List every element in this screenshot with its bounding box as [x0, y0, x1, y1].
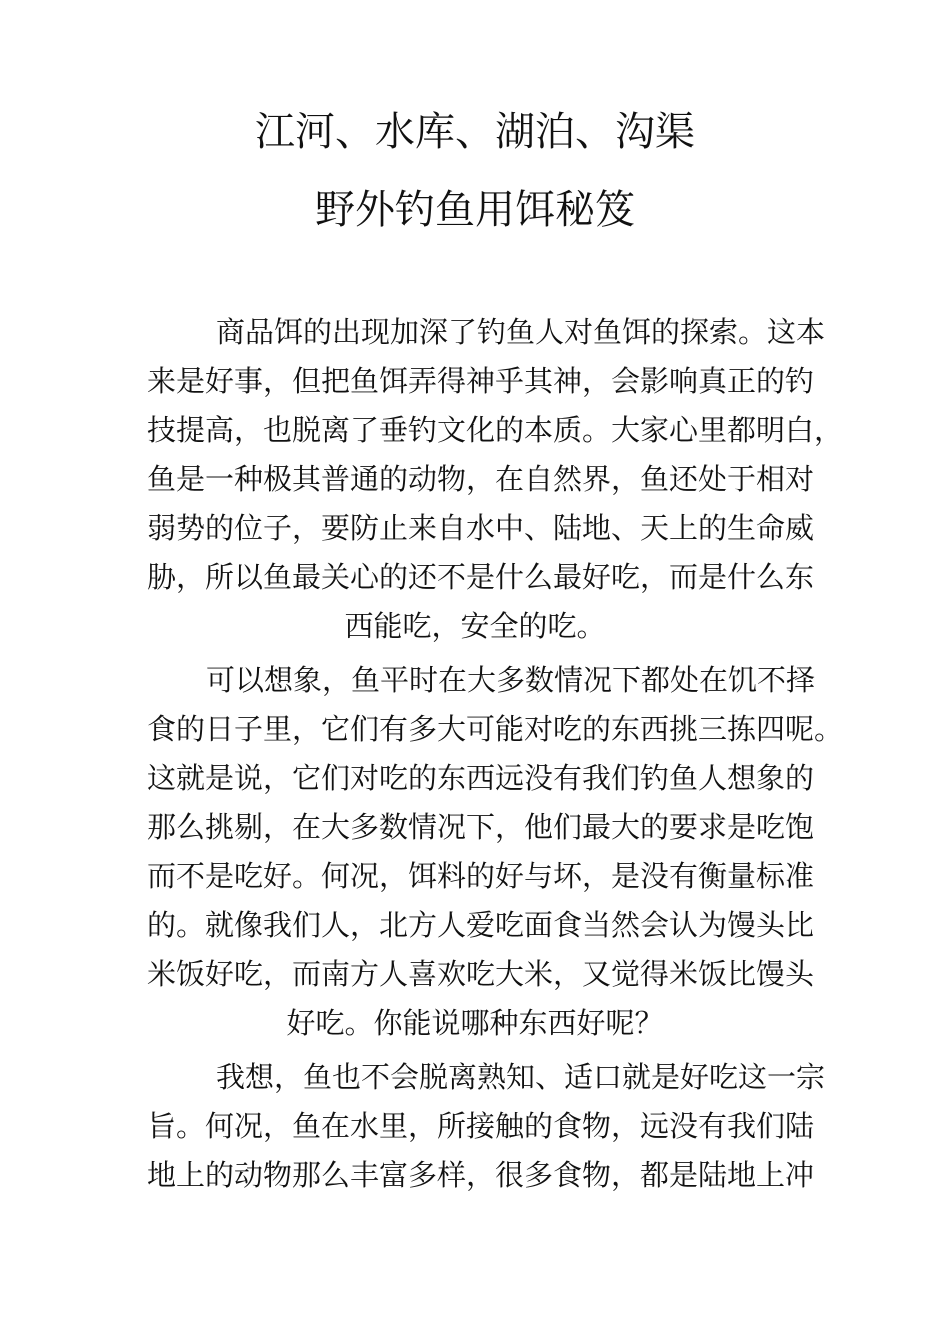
paragraph-line: 我想，鱼也不会脱离熟知、适口就是好吃这一宗: [216, 1060, 826, 1094]
paragraph-line: 食的日子里，它们有多大可能对吃的东西挑三拣四呢。: [147, 712, 844, 746]
paragraph-line: 技提高，也脱离了垂钓文化的本质。大家心里都明白，: [147, 413, 844, 447]
paragraph-line: 来是好事，但把鱼饵弄得神乎其神，会影响真正的钓: [147, 364, 815, 398]
paragraph-line: 胁，所以鱼最关心的还不是什么最好吃，而是什么东: [147, 560, 815, 594]
paragraph-line: 而不是吃好。何况，饵料的好与坏，是没有衡量标准: [147, 859, 815, 893]
paragraph-line: 商品饵的出现加深了钓鱼人对鱼饵的探索。这本: [216, 315, 826, 349]
paragraph-line: 旨。何况，鱼在水里，所接触的食物，远没有我们陆: [147, 1109, 815, 1143]
paragraph-line: 地上的动物那么丰富多样，很多食物，都是陆地上冲: [147, 1158, 815, 1192]
document-title-line-1: 江河、水库、湖泊、沟渠: [255, 109, 695, 155]
paragraph-line: 弱势的位子，要防止来自水中、陆地、天上的生命威: [147, 511, 815, 545]
paragraph-line: 这就是说，它们对吃的东西远没有我们钓鱼人想象的: [147, 761, 815, 795]
paragraph-line: 的。就像我们人，北方人爱吃面食当然会认为馒头比: [147, 908, 815, 942]
paragraph-line: 米饭好吃，而南方人喜欢吃大米，又觉得米饭比馒头: [147, 957, 815, 991]
paragraph-line: 可以想象，鱼平时在大多数情况下都处在饥不择: [206, 663, 816, 697]
paragraph-line: 西能吃，安全的吃。: [344, 609, 606, 643]
paragraph-line: 那么挑剔，在大多数情况下，他们最大的要求是吃饱: [147, 810, 815, 844]
paragraph-line: 好吃。你能说哪种东西好呢？: [286, 1006, 664, 1040]
document-title-line-2: 野外钓鱼用饵秘笈: [315, 187, 635, 233]
paragraph-line: 鱼是一种极其普通的动物，在自然界，鱼还处于相对: [147, 462, 815, 496]
